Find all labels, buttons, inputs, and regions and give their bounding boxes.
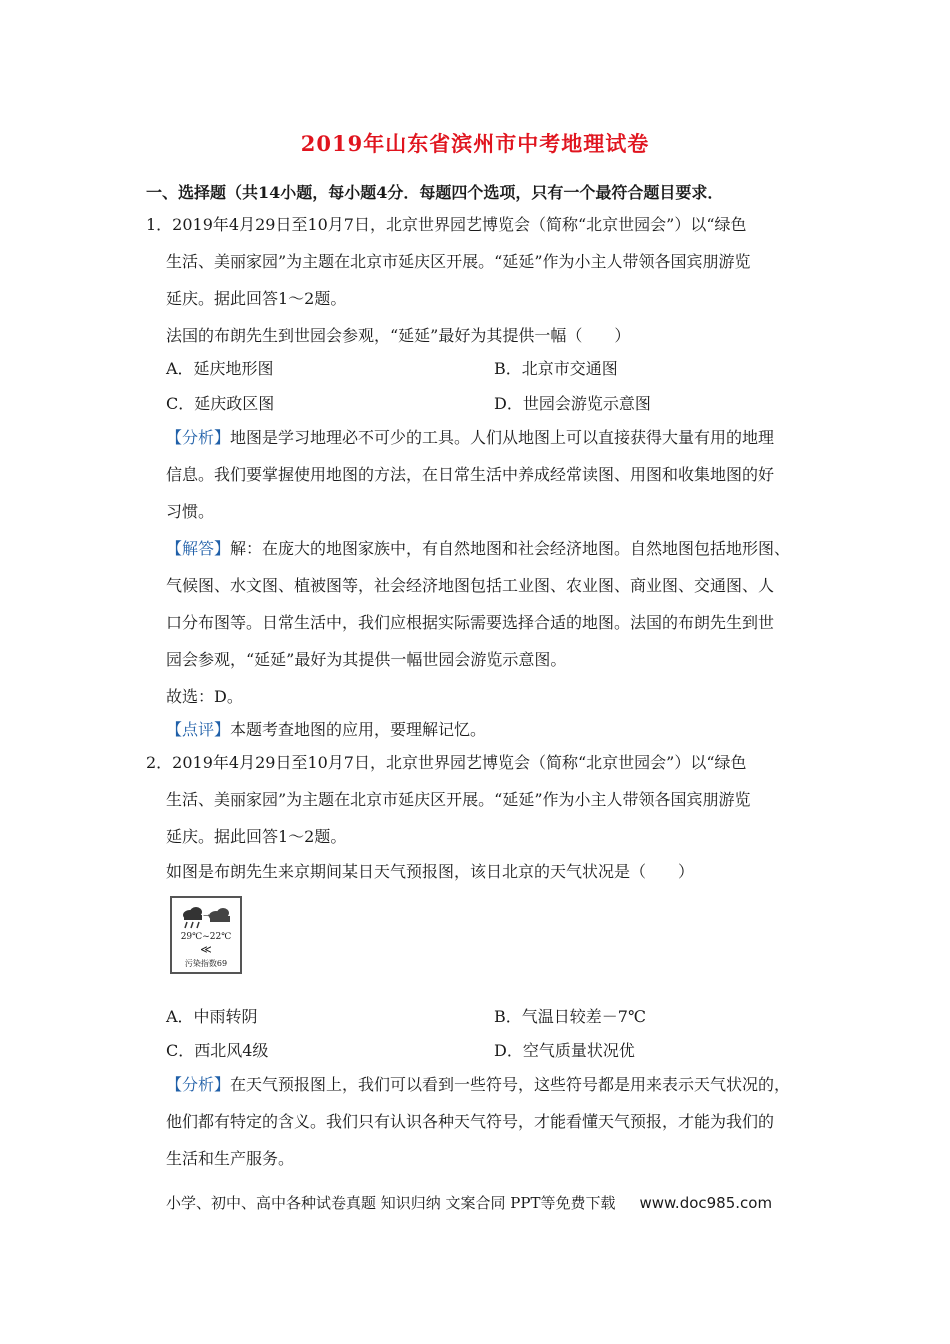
q1-option-a: A．延庆地形图 [166,359,274,378]
q1-choice: 故选：D。 [166,687,243,706]
answer-tag: 【解答】 [166,539,231,558]
comment-tag: 【点评】 [166,720,231,739]
q2-analysis-line: 他们都有特定的含义。我们只有认识各种天气符号，才能看懂天气预报，才能为我们的 [166,1112,775,1131]
footer-text: 小学、初中、高中各种试卷真题 知识归纳 文案合同 PPT等免费下载 [166,1194,616,1212]
analysis-text: 地图是学习地理必不可少的工具。人们从地图上可以直接获得大量有用的地理 [230,428,775,447]
q2-stem-line: 2．2019年4月29日至10月7日，北京世界园艺博览会（简称“北京世园会”）以“绿色 [146,753,747,772]
analysis-tag: 【分析】 [166,1075,231,1094]
q1-analysis-line: 信息。我们要掌握使用地图的方法，在日常生活中养成经常读图、用图和收集地图的好 [166,465,775,484]
cloud-icon [209,908,230,922]
q1-analysis [166,428,774,448]
footer-site-link[interactable]: www.doc985.com [639,1194,773,1212]
q2-question: 如图是布朗先生来京期间某日天气预报图，该日北京的天气状况是（ ） [166,862,695,881]
q1-answer-line: 园会参观，“延延”最好为其提供一幅世园会游览示意图。 [166,650,567,669]
pollution-index: 污染指数69 [184,959,228,968]
analysis-tag: 【分析】 [166,428,231,447]
q1-answer-line: 气候图、水文图、植被图等，社会经济地图包括工业图、农业图、商业图、交通图、人 [166,576,775,595]
q1-option-b: B．北京市交通图 [494,359,618,378]
rain-cloud-icon [172,898,240,932]
q2-option-c: C．西北风4级 [166,1041,269,1060]
q1-stem-line: 延庆。据此回答1～2题。 [166,289,347,308]
q2-analysis [166,1075,790,1095]
analysis-text: 在天气预报图上，我们可以看到一些符号，这些符号都是用来表示天气状况的， [230,1075,791,1094]
q1-comment [166,720,486,740]
comment-text: 本题考查地图的应用，要理解记忆。 [230,720,487,739]
svg-text:→: → [203,911,210,920]
q2-stem-line: 生活、美丽家园”为主题在北京市延庆区开展。“延延”作为小主人带领各国宾朋游览 [166,790,751,809]
page-footer [166,1192,772,1213]
wind-symbol-icon: ≪ [200,943,212,956]
q2-option-b: B．气温日较差－7℃ [494,1007,646,1026]
weather-forecast-figure [170,896,242,974]
q2-option-a: A．中雨转阴 [166,1007,258,1026]
exam-title: 2019年山东省滨州市中考地理试卷 [300,131,650,156]
q1-option-d: D．世园会游览示意图 [494,394,651,413]
q1-answer [166,539,790,559]
q1-analysis-line: 习惯。 [166,502,215,521]
q1-answer-line: 口分布图等。日常生活中，我们应根据实际需要选择合适的地图。法国的布朗先生到世 [166,613,775,632]
q2-stem-line: 延庆。据此回答1～2题。 [166,827,347,846]
q1-question: 法国的布朗先生到世园会参观，“延延”最好为其提供一幅（ ） [166,326,631,345]
weather-temperature: 29℃~22℃ [180,932,232,942]
q1-option-c: C．延庆政区图 [166,394,275,413]
q1-stem-line: 1．2019年4月29日至10月7日，北京世界园艺博览会（简称“北京世园会”）以“绿色 [146,215,747,234]
q2-analysis-line: 生活和生产服务。 [166,1149,295,1168]
q2-option-d: D．空气质量状况优 [494,1041,635,1060]
answer-text: 解：在庞大的地图家族中，有自然地图和社会经济地图。自然地图包括地形图、 [230,539,791,558]
section-heading: 一、选择题（共14小题，每小题4分．每题四个选项，只有一个最符合题目要求． [146,183,724,202]
q1-stem-line: 生活、美丽家园”为主题在北京市延庆区开展。“延延”作为小主人带领各国宾朋游览 [166,252,751,271]
